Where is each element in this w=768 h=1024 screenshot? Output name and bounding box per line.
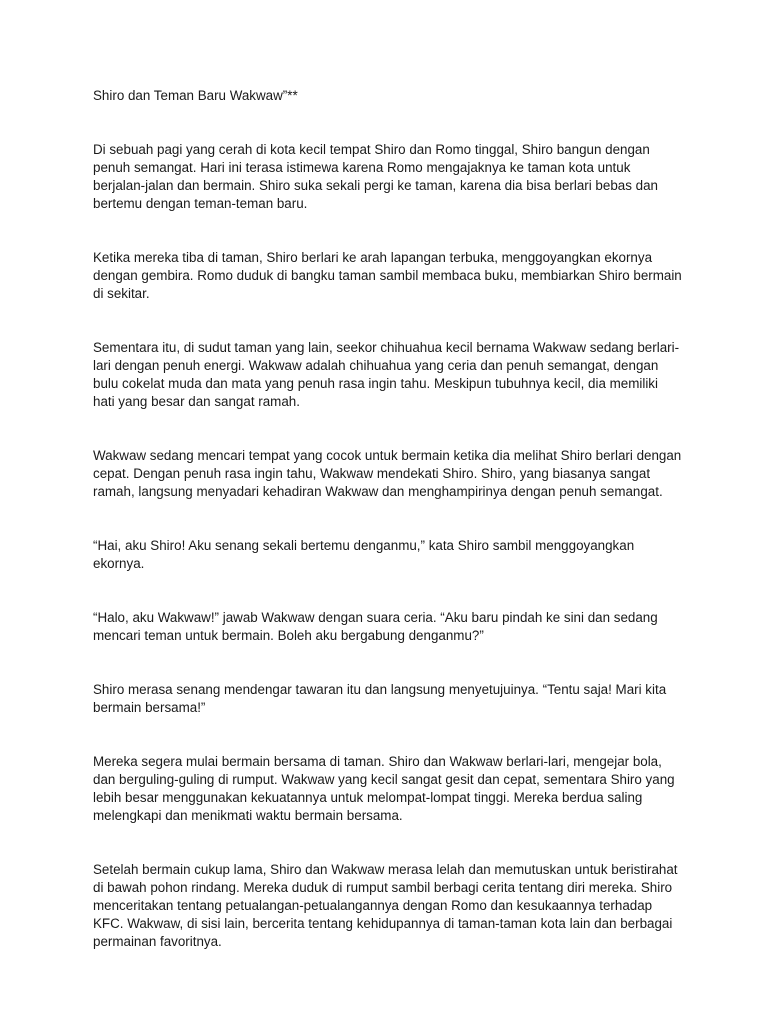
paragraph-9: Setelah bermain cukup lama, Shiro dan Wakwaw merasa lelah dan memutuskan untuk beristirahat di bawah pohon rindang. Mereka duduk di rumput sambil berbagi cerita tentang diri mereka. Shiro menceritakan tentang petualangan-petualangannya dengan Romo dan kesukaannya terhadap KFC. Wakwaw, di sisi lain, bercerita tentang kehidupannya di taman-taman kota lain dan berbagai permainan favoritnya.	[93, 862, 678, 949]
paragraph-3: Sementara itu, di sudut taman yang lain, seekor chihuahua kecil bernama Wakwaw sedang berlari-lari dengan penuh energi. Wakwaw adalah chihuahua yang ceria dan penuh semangat, dengan bulu cokelat muda dan mata yang penuh rasa ingin tahu. Meskipun tubuhnya kecil, dia memiliki hati yang besar dan sangat ramah.	[93, 340, 680, 409]
paragraph-8: Mereka segera mulai bermain bersama di taman. Shiro dan Wakwaw berlari-lari, mengejar bola, dan berguling-guling di rumput. Wakwaw yang kecil sangat gesit dan cepat, sementara Shiro yang lebih besar menggunakan kekuatannya untuk melompat-lompat tinggi. Mereka berdua saling melengkapi dan menikmati waktu bermain bersama.	[93, 754, 675, 823]
paragraph-6: “Halo, aku Wakwaw!” jawab Wakwaw dengan suara ceria. “Aku baru pindah ke sini dan sedang mencari teman untuk bermain. Boleh aku bergabung denganmu?”	[93, 610, 658, 643]
paragraph-1: Di sebuah pagi yang cerah di kota kecil tempat Shiro dan Romo tinggal, Shiro bangun dengan penuh semangat. Hari ini terasa istimewa karena Romo mengajaknya ke taman kota untuk berjalan-jalan dan bermain. Shiro suka sekali pergi ke taman, karena dia bisa berlari bebas dan bertemu dengan teman-teman baru.	[93, 142, 658, 211]
document-body	[93, 87, 683, 951]
paragraph-2: Ketika mereka tiba di taman, Shiro berlari ke arah lapangan terbuka, menggoyangkan ekornya dengan gembira. Romo duduk di bangku taman sambil membaca buku, membiarkan Shiro bermain di sekitar.	[93, 250, 682, 301]
paragraph-4: Wakwaw sedang mencari tempat yang cocok untuk bermain ketika dia melihat Shiro berlari dengan cepat. Dengan penuh rasa ingin tahu, Wakwaw mendekati Shiro. Shiro, yang biasanya sangat ramah, langsung menyadari kehadiran Wakwaw dan menghampirinya dengan penuh semangat.	[93, 448, 682, 499]
paragraph-5: “Hai, aku Shiro! Aku senang sekali bertemu denganmu,” kata Shiro sambil menggoyangkan ekornya.	[93, 538, 635, 571]
paragraph-7: Shiro merasa senang mendengar tawaran itu dan langsung menyetujuinya. “Tentu saja! Mari kita bermain bersama!”	[93, 682, 667, 715]
document-title: Shiro dan Teman Baru Wakwaw”**	[93, 88, 298, 103]
